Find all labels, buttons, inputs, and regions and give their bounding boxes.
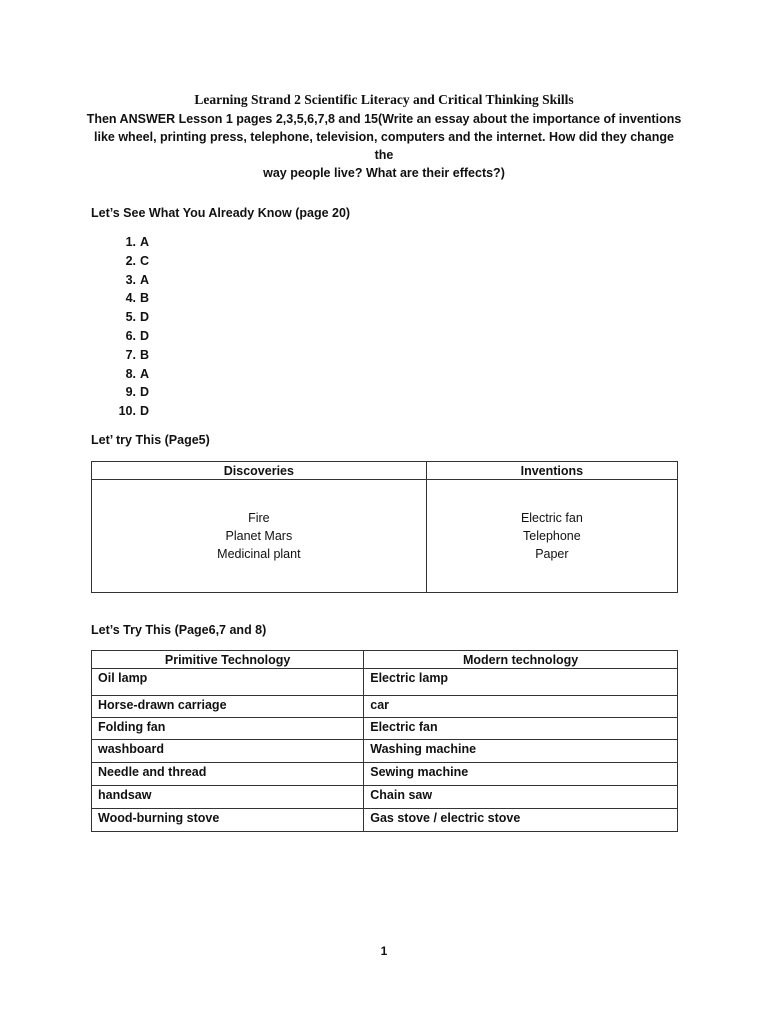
primitive-cell: Folding fan (92, 718, 364, 740)
table-header-discoveries: Discoveries (92, 462, 427, 480)
answer-letter: A (140, 272, 150, 287)
answer-number: 3. (125, 272, 136, 287)
table-header-primitive: Primitive Technology (92, 651, 364, 669)
primitive-cell: Oil lamp (92, 669, 364, 696)
table-row (92, 809, 678, 832)
table-row (92, 763, 678, 786)
answer-number: 1. (125, 235, 136, 249)
modern-cell: Gas stove / electric stove (364, 809, 678, 832)
answer-number: 7. (125, 347, 136, 362)
answer-number: 8. (125, 366, 136, 381)
list-item (104, 327, 149, 346)
discoveries-inventions-table (91, 461, 678, 593)
answer-letter: D (140, 310, 150, 325)
list-item: Medicinal plant (217, 547, 301, 561)
table-row (92, 740, 678, 763)
section-heading-try-this-page678: Let’s Try This (Page6,7 and 8) (91, 623, 267, 637)
table-row (92, 786, 678, 809)
table-row (92, 669, 678, 696)
list-item: Electric fan (520, 511, 583, 525)
page-number: 1 (380, 944, 388, 958)
instruction-line: way people live? What are their effects?) (263, 166, 505, 180)
discoveries-cell (92, 480, 427, 593)
answer-number: 2. (125, 253, 136, 268)
table-header-inventions: Inventions (426, 462, 677, 480)
answer-letter: D (140, 328, 150, 343)
primitive-cell: Needle and thread (92, 763, 364, 786)
list-item (104, 365, 149, 384)
section-heading-try-this-page5: Let’ try This (Page5) (91, 433, 210, 447)
section-heading-what-you-know: Let’s See What You Already Know (page 20) (91, 206, 351, 220)
primitive-cell: Wood-burning stove (92, 809, 364, 832)
table-header-modern: Modern technology (364, 651, 678, 669)
modern-cell: Electric fan (364, 718, 678, 740)
inventions-cell (426, 480, 677, 593)
modern-cell: car (364, 696, 678, 718)
answer-number: 5. (125, 310, 136, 325)
answer-letter: D (140, 404, 150, 419)
primitive-cell: Horse-drawn carriage (92, 696, 364, 718)
answer-number: 10. (118, 404, 136, 419)
list-item: Planet Mars (225, 529, 293, 543)
list-item (104, 402, 149, 421)
table-row (92, 718, 678, 740)
list-item (104, 383, 149, 402)
primitive-cell: washboard (92, 740, 364, 763)
table-row (92, 696, 678, 718)
instruction-line: Then ANSWER Lesson 1 pages 2,3,5,6,7,8 and 15(Write an essay about the importance of inventions (86, 112, 682, 126)
answer-letter: B (140, 347, 150, 362)
answer-list (104, 233, 149, 421)
answer-letter: C (140, 253, 150, 268)
modern-cell: Washing machine (364, 740, 678, 763)
modern-cell: Electric lamp (364, 669, 678, 696)
list-item: Fire (248, 511, 270, 525)
list-item (104, 252, 149, 271)
list-item (104, 271, 149, 290)
answer-letter: B (140, 291, 150, 306)
answer-number: 9. (125, 385, 136, 400)
technology-table (91, 650, 678, 832)
primitive-cell: handsaw (92, 786, 364, 809)
answer-letter: A (140, 235, 150, 249)
list-item: Paper (535, 547, 569, 561)
modern-cell: Chain saw (364, 786, 678, 809)
list-item (104, 346, 149, 365)
answer-number: 6. (125, 328, 136, 343)
list-item (104, 308, 149, 327)
modern-cell: Sewing machine (364, 763, 678, 786)
list-item (104, 233, 149, 252)
answer-letter: D (140, 385, 150, 400)
instruction-line: like wheel, printing press, telephone, television, computers and the internet. How did they change the (94, 130, 674, 162)
list-item: Telephone (523, 529, 581, 543)
answer-number: 4. (125, 291, 136, 306)
list-item (104, 289, 149, 308)
instruction-paragraph (84, 110, 684, 182)
answer-letter: A (140, 366, 150, 381)
document-title: Learning Strand 2 Scientific Literacy and Critical Thinking Skills (194, 92, 574, 107)
